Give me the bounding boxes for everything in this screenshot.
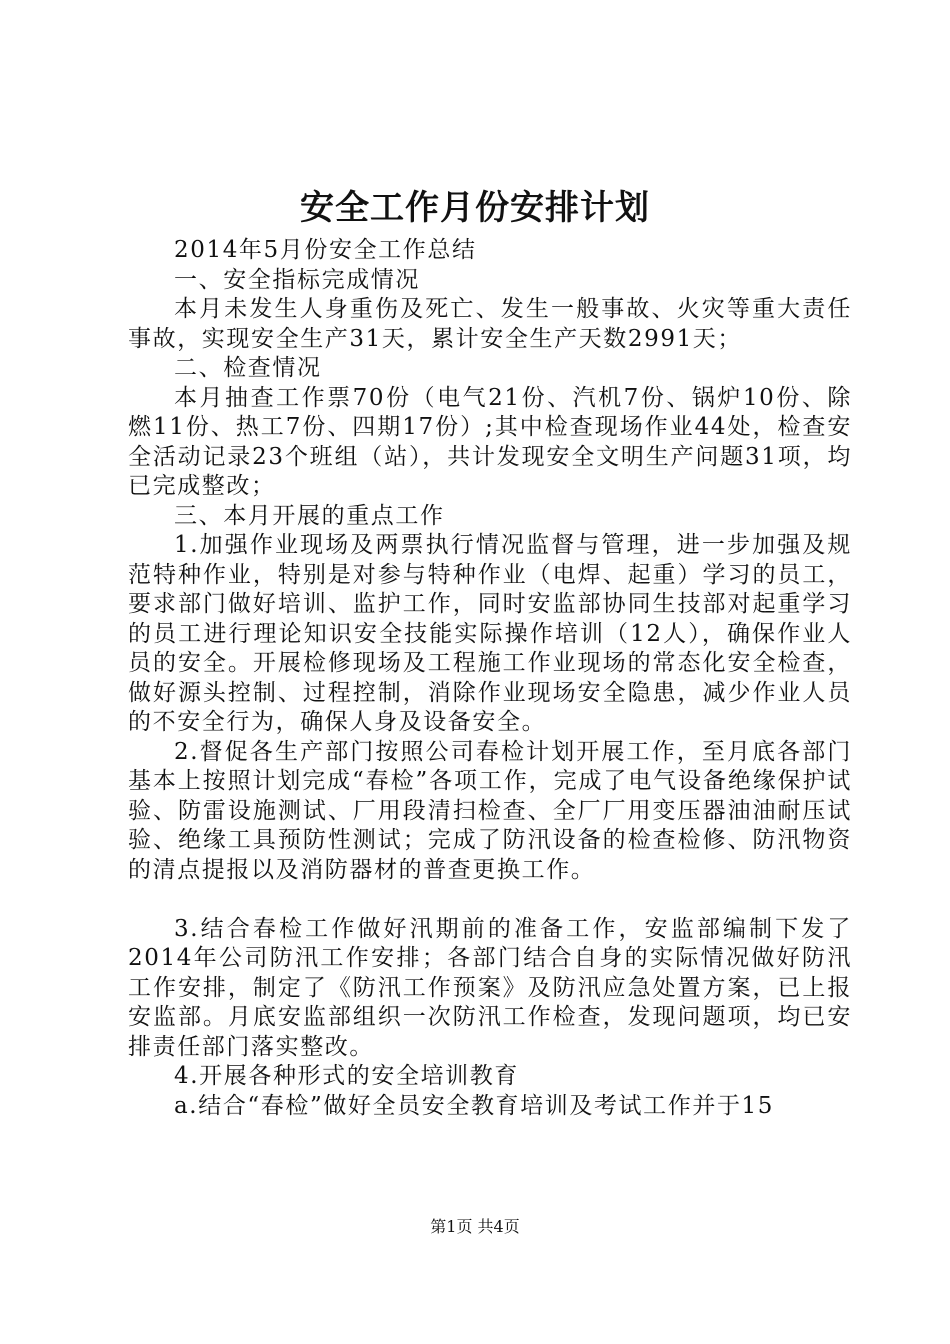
section-heading-key-work: 三、本月开展的重点工作 — [174, 502, 445, 529]
paragraph-item-a: a.结合“春检”做好全员安全教育培训及考试工作并于15 — [174, 1092, 775, 1119]
document-body — [128, 236, 852, 1121]
paragraph-item-1: 1.加强作业现场及两票执行情况监督与管理，进一步加强及规范特种作业，特别是对参与特种作业（电焊、起重）学习的员工，要求部门做好培训、监护工作，同时安监部协同生技部对起重学习的员工进行理论知识安全技能实际操作培训（12人），确保作业人员的安全。开展检修现场及工程施工作业现场的常态化安全检查，做好源头控制、过程控制，消除作业现场安全隐患，减少作业人员的不安全行为，确保人身及设备安全。 — [128, 532, 852, 735]
paragraph-item-3: 3.结合春检工作做好汛期前的准备工作，安监部编制下发了2014年公司防汛工作安排；各部门结合自身的实际情况做好防汛工作安排，制定了《防汛工作预案》及防汛应急处置方案，已上报安监部。月底安监部组织一次防汛工作检查，发现问题项，均已安排责任部门落实整改。 — [128, 915, 852, 1060]
section-heading-inspection: 二、检查情况 — [174, 355, 322, 381]
paragraph-indicators: 本月未发生人身重伤及死亡、发生一般事故、火灾等重大责任事故，实现安全生产31天，累计安全生产天数2991天； — [128, 296, 852, 352]
paragraph-item-2: 2.督促各生产部门按照公司春检计划开展工作，至月底各部门基本上按照计划完成“春检”各项工作，完成了电气设备绝缘保护试验、防雷设施测试、厂用段清扫检查、全厂厂用变压器油油耐压试验、绝缘工具预防性测试；完成了防汛设备的检查检修、防汛物资的清点提报以及消防器材的普查更换工作。 — [128, 738, 852, 883]
document-title: 安全工作月份安排计划 — [300, 188, 650, 228]
section-heading-indicators: 一、安全指标完成情况 — [174, 266, 420, 293]
paragraph-inspection: 本月抽查工作票70份（电气21份、汽机7份、锅炉10份、除燃11份、热工7份、四期17份）;其中检查现场作业44处，检查安全活动记录23个班组（站），共计发现安全文明生产问题31项，均已完成整改； — [128, 384, 852, 499]
paragraph-item-4: 4.开展各种形式的安全培训教育 — [174, 1063, 519, 1089]
page-footer: 第1页 共4页 — [430, 1217, 520, 1236]
summary-heading: 2014年5月份安全工作总结 — [174, 237, 477, 263]
